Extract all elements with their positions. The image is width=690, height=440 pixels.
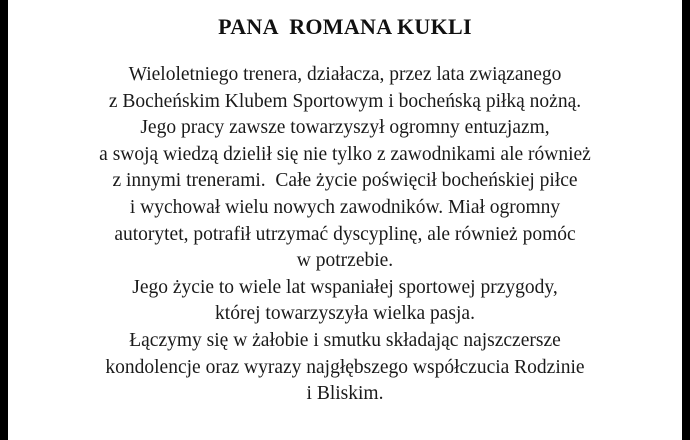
text-line: autorytet, potrafił utrzymać dyscyplinę, ale również pomóc xyxy=(114,223,576,245)
text-line: i wychował wielu nowych zawodników. Miał ogromny xyxy=(129,196,561,218)
text-line: kondolencje oraz wyrazy najgłębszego współczucia Rodzinie xyxy=(105,356,585,378)
page-title: PANA ROMANA KUKLI xyxy=(218,14,472,39)
text-line: Jego pracy zawsze towarzyszył ogromny entuzjazm, xyxy=(140,117,550,139)
text-line: w potrzebie. xyxy=(296,250,394,272)
text-line: a swoją wiedzą dzielił się nie tylko z zawodnikami ale również xyxy=(99,143,591,165)
text-line: Łączymy się w żałobie i smutku składając najszczersze xyxy=(129,329,561,351)
text-line: Wieloletniego trenera, działacza, przez lata związanego xyxy=(128,64,562,85)
text-line: z innymi trenerami. Całe życie poświęcił bocheńskiej piłce xyxy=(112,170,578,192)
text-line: Jego życie to wiele lat wspaniałej sportowej przygody, xyxy=(132,276,558,298)
text-line: której towarzyszyła wielka pasja. xyxy=(215,303,475,325)
text-line: z Bocheńskim Klubem Sportowym i bocheńską piłką nożną. xyxy=(108,90,582,112)
condolence-text xyxy=(8,62,682,408)
condolence-card xyxy=(8,0,682,440)
text-line: i Bliskim. xyxy=(306,383,384,405)
